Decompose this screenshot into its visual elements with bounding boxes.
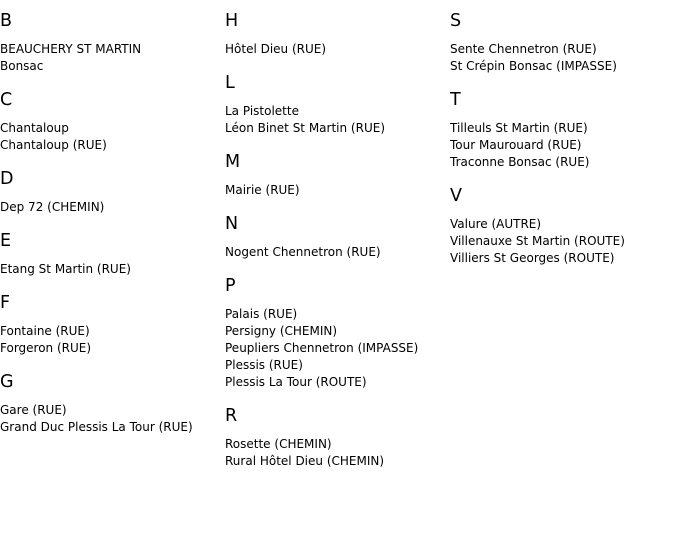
street-list <box>225 244 449 261</box>
letter-heading: S <box>450 11 462 31</box>
letter-heading: V <box>450 186 462 206</box>
street-link[interactable]: Rosette (CHEMIN) <box>225 437 332 451</box>
letter-group <box>225 152 449 199</box>
street-link[interactable]: Forgeron (RUE) <box>0 341 92 355</box>
letter-heading: E <box>0 231 12 251</box>
street-link[interactable]: Fontaine (RUE) <box>0 324 90 338</box>
street-link[interactable]: Sente Chennetron (RUE) <box>450 42 597 56</box>
street-link[interactable]: Chantaloup <box>0 121 69 135</box>
letter-group <box>0 11 224 75</box>
street-index <box>0 11 675 541</box>
letter-heading: T <box>450 90 461 110</box>
street-list <box>225 182 449 199</box>
street-link[interactable]: Plessis (RUE) <box>225 358 303 372</box>
letter-heading: D <box>0 169 14 189</box>
letter-group <box>0 169 224 216</box>
index-column-2 <box>225 11 449 485</box>
street-link[interactable]: Villenauxe St Martin (ROUTE) <box>450 234 625 248</box>
street-link[interactable]: Chantaloup (RUE) <box>0 138 107 152</box>
street-link[interactable]: Hôtel Dieu (RUE) <box>225 42 327 56</box>
letter-heading: C <box>0 90 13 110</box>
street-link[interactable]: Traconne Bonsac (RUE) <box>450 155 590 169</box>
street-link[interactable]: La Pistolette <box>225 104 299 118</box>
street-link[interactable]: Peupliers Chennetron (IMPASSE) <box>225 341 419 355</box>
letter-group <box>0 372 224 436</box>
street-list <box>0 323 224 357</box>
street-list <box>0 402 224 436</box>
letter-group <box>0 293 224 357</box>
letter-heading: H <box>225 11 239 31</box>
street-list <box>225 306 449 391</box>
letter-heading: P <box>225 276 236 296</box>
street-list <box>450 216 674 267</box>
street-link[interactable]: Persigny (CHEMIN) <box>225 324 338 338</box>
street-list <box>225 41 449 58</box>
letter-group <box>225 11 449 58</box>
letter-group <box>225 73 449 137</box>
letter-group <box>0 90 224 154</box>
street-link[interactable]: Léon Binet St Martin (RUE) <box>225 121 385 135</box>
street-link[interactable]: Tilleuls St Martin (RUE) <box>450 121 588 135</box>
letter-group <box>450 11 674 75</box>
street-link[interactable]: Tour Maurouard (RUE) <box>450 138 582 152</box>
street-list <box>0 261 224 278</box>
street-list <box>225 436 449 470</box>
letter-group <box>225 214 449 261</box>
street-link[interactable]: Valure (AUTRE) <box>450 217 542 231</box>
street-link[interactable]: Nogent Chennetron (RUE) <box>225 245 381 259</box>
street-list <box>0 41 224 75</box>
street-link[interactable]: BEAUCHERY ST MARTIN <box>0 42 142 56</box>
letter-heading: B <box>0 11 13 31</box>
street-list <box>0 199 224 216</box>
street-link[interactable]: Rural Hôtel Dieu (CHEMIN) <box>225 454 385 468</box>
street-link[interactable]: St Crépin Bonsac (IMPASSE) <box>450 59 617 73</box>
street-list <box>450 120 674 171</box>
street-link[interactable]: Mairie (RUE) <box>225 183 300 197</box>
street-link[interactable]: Villiers St Georges (ROUTE) <box>450 251 615 265</box>
street-link[interactable]: Etang St Martin (RUE) <box>0 262 131 276</box>
letter-heading: N <box>225 214 239 234</box>
street-list <box>450 41 674 75</box>
street-link[interactable]: Gare (RUE) <box>0 403 67 417</box>
index-column-1 <box>0 11 224 451</box>
letter-heading: M <box>225 152 241 172</box>
letter-group <box>450 90 674 171</box>
street-link[interactable]: Grand Duc Plessis La Tour (RUE) <box>0 420 193 434</box>
street-link[interactable]: Dep 72 (CHEMIN) <box>0 200 105 214</box>
street-link[interactable]: Bonsac <box>0 59 44 73</box>
letter-heading: F <box>0 293 11 313</box>
letter-group <box>450 186 674 267</box>
street-list <box>225 103 449 137</box>
street-link[interactable]: Palais (RUE) <box>225 307 298 321</box>
letter-group <box>225 276 449 391</box>
letter-group <box>0 231 224 278</box>
street-link[interactable]: Plessis La Tour (ROUTE) <box>225 375 367 389</box>
letter-heading: G <box>0 372 14 392</box>
index-column-3 <box>450 11 674 282</box>
letter-group <box>225 406 449 470</box>
letter-heading: R <box>225 406 238 426</box>
letter-heading: L <box>225 73 235 93</box>
street-list <box>0 120 224 154</box>
